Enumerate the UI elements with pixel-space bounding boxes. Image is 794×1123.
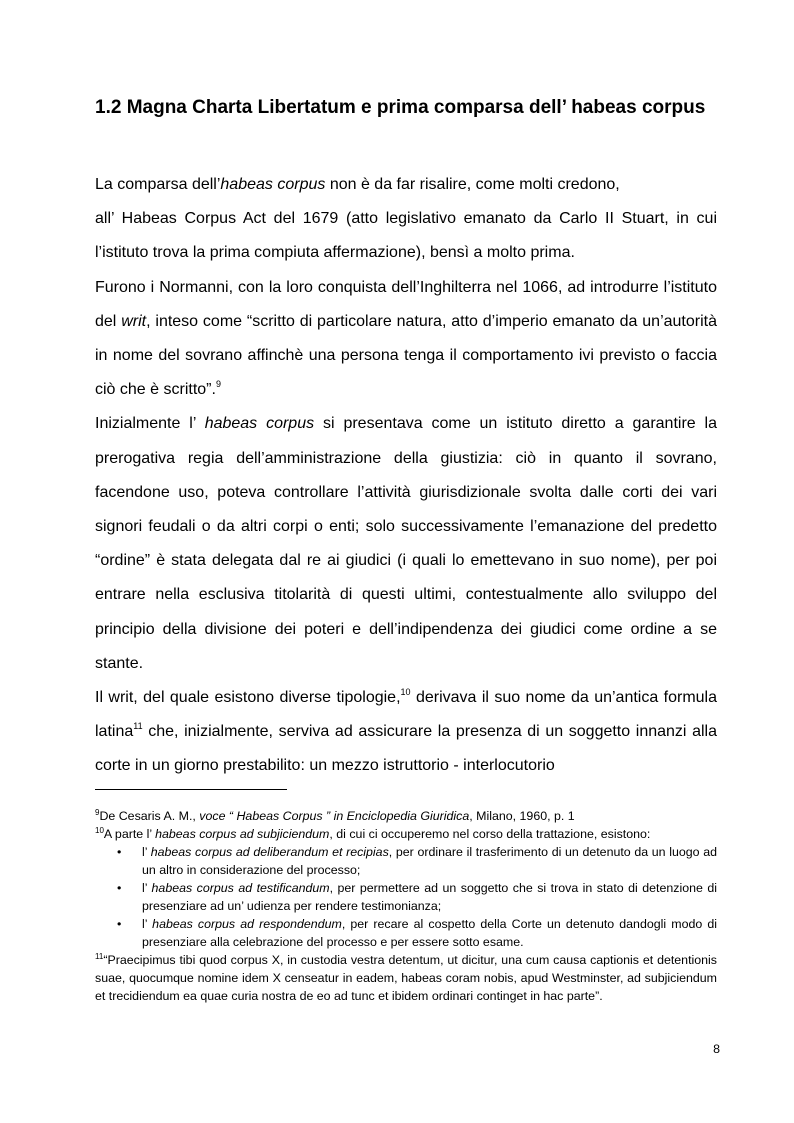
text-run: La comparsa dell’: [95, 176, 221, 193]
text-run: Furono i Normanni, con la loro conquista dell’Inghilterra nel 1066, ad introdurre l’istituto del: [95, 278, 717, 330]
footnote-number: 10: [95, 826, 104, 835]
list-item: [95, 879, 717, 915]
text-run: “Praecipimus tibi quod corpus X, in custodia vestra detentum, ut dicitur, una cum causa captionis et detentionis suae, quocumque nomine idem X censeatur in eadem, habeas coram nobis, apud Westminster, ad subjiciendum et trecidiendum ea quae curia nostra de eo ad tunc et ibidem ordinari continget in hac parte”.: [95, 953, 717, 1003]
text-run: A parte l’: [103, 827, 156, 841]
footnote-ref[interactable]: 11: [133, 721, 143, 732]
paragraph-2: [95, 271, 717, 408]
footnotes: [95, 807, 717, 1005]
text-run: non è da far risalire, come molti credono,: [325, 176, 620, 193]
text-run: l’: [142, 881, 152, 895]
paragraph-3: [95, 407, 717, 681]
footnote-10-list: [95, 843, 717, 951]
text-run: De Cesaris A. M.,: [99, 809, 200, 823]
text-run: , di cui ci occuperemo nel corso della trattazione, esistono:: [329, 827, 651, 841]
paragraph-1: [95, 168, 717, 271]
text-run: Il writ, del quale esistono diverse tipologie,: [95, 689, 401, 707]
italic-term: habeas corpus ad testificandum: [151, 881, 330, 895]
italic-term: habeas corpus: [204, 415, 315, 433]
body-text: [95, 168, 717, 784]
paragraph-4: [95, 681, 717, 784]
footnote-11: [95, 951, 717, 1005]
page-number: 8: [713, 1042, 720, 1056]
italic-term: writ: [121, 312, 147, 330]
footnote-number: 11: [95, 952, 104, 961]
text-run: , per recare al cospetto della Corte un detenuto dandogli modo di presenziare alla celebrazione del processo e per essere sotto esame.: [142, 917, 717, 949]
italic-term: habeas corpus ad deliberandum et recipias: [150, 845, 389, 859]
italic-term: voce “ Habeas Corpus ” in Enciclopedia Giuridica: [199, 809, 470, 823]
footnote-9: [95, 807, 717, 825]
text-run: all’ Habeas Corpus Act del 1679 (atto legislativo emanato da Carlo II Stuart, in cui l’istituto trova la prima compiuta affermazione), bensì a molto prima.: [95, 210, 717, 262]
list-item: [95, 915, 717, 951]
text-run: si presentava come un istituto diretto a garantire la prerogativa regia dell’amministrazione della giustizia: ciò in quanto il sovrano, facendone uso, poteva controllare l’attività giurisdizionale svolta dalle corti dei vari signori feudali o da altri corpi o enti; solo successivamente l’emanazione del predetto “ordine” è stata delegata dal re ai giudici (i quali lo emettevano in suo nome), per poi entrare nella esclusiva titolarità di questi ultimi, contestualmente allo sviluppo del principio della divisione dei poteri e dell’indipendenza dei giudici come ordine a se stante.: [95, 415, 718, 672]
footnote-separator: [95, 789, 287, 790]
footnote-ref[interactable]: 10: [400, 687, 411, 698]
list-item: [95, 843, 717, 879]
italic-term: habeas corpus: [220, 176, 326, 193]
italic-term: habeas corpus ad respondendum: [152, 917, 342, 931]
text-run: Inizialmente l’: [95, 415, 205, 433]
text-run: , Milano, 1960, p. 1: [469, 809, 575, 823]
bullet-icon: •: [117, 917, 122, 931]
italic-term: habeas corpus ad subjiciendum: [155, 827, 330, 841]
text-run: , inteso come “scritto di particolare natura, atto d’imperio emanato da un’autorità in nome del sovrano affinchè una persona tenga il comportamento ivi previsto o faccia ciò che è scritto”.: [95, 312, 718, 399]
text-run: l’: [142, 917, 153, 931]
section-heading: 1.2 Magna Charta Libertatum e prima comparsa dell’ habeas corpus: [95, 97, 706, 118]
footnote-ref[interactable]: 9: [215, 379, 221, 390]
bullet-icon: •: [117, 881, 122, 895]
text-run: l’: [142, 845, 151, 859]
text-run: derivava il suo nome da un’antica formula latina: [95, 689, 718, 741]
bullet-icon: •: [117, 845, 122, 859]
text-run: che, inizialmente, serviva ad assicurare la presenza di un soggetto innanzi alla corte in un giorno prestabilito: un mezzo istruttorio - interlocutorio: [95, 723, 717, 775]
text-run: , per ordinare il trasferimento di un detenuto da un luogo ad un altro in considerazione del processo;: [142, 845, 717, 877]
footnote-10: [95, 825, 717, 843]
text-run: , per permettere ad un soggetto che si trova in stato di detenzione di presenziare ad un’ udienza per rendere testimonianza;: [142, 881, 717, 913]
footnote-number: 9: [95, 808, 100, 817]
